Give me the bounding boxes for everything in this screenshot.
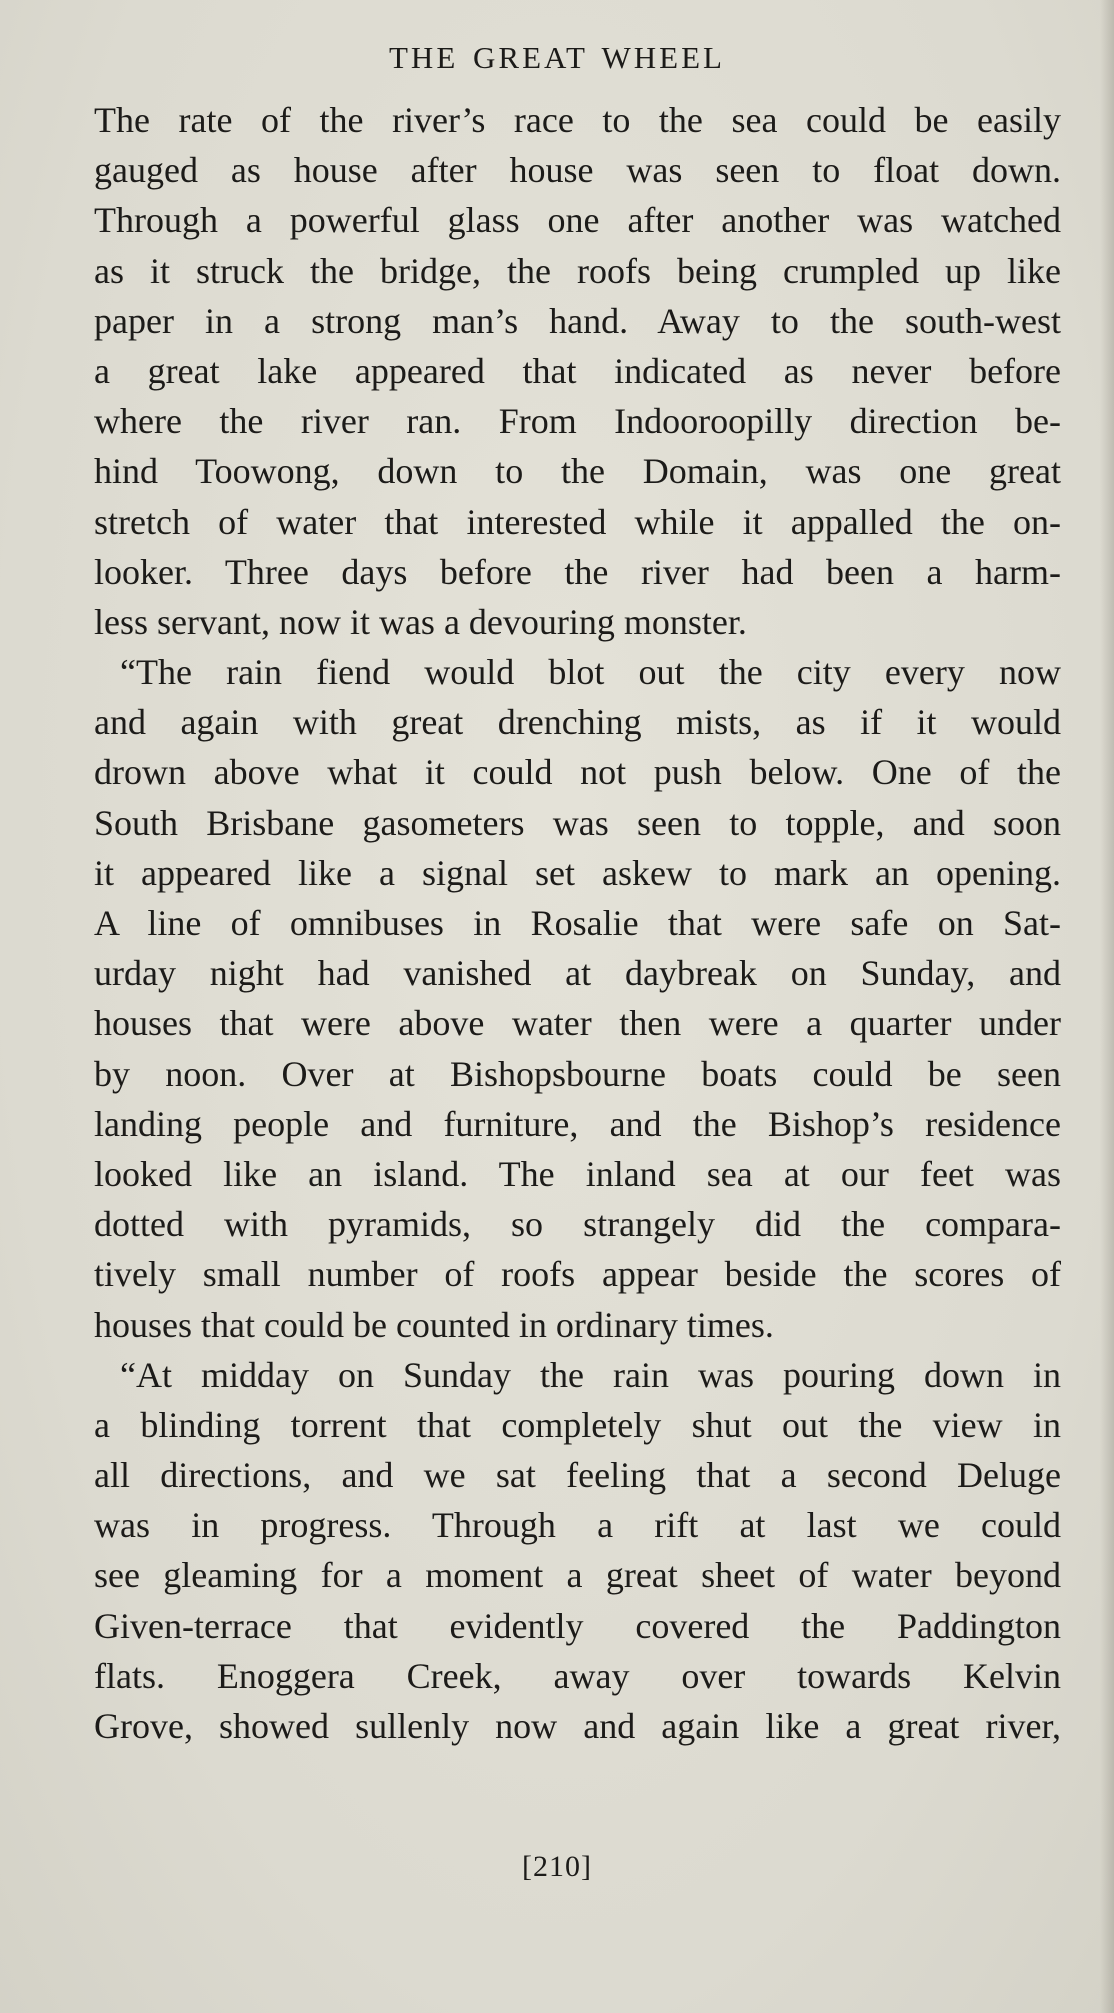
- text-line: by noon. Over at Bishopsbourne boats could be seen: [94, 1053, 1061, 1094]
- text-line: Given-terrace that evidently covered the Paddington: [94, 1605, 1061, 1646]
- text-line: Through a powerful glass one after another was watched: [94, 200, 1061, 241]
- text-line: houses that were above water then were a quarter under: [94, 1003, 1061, 1044]
- text-line: hind Toowong, down to the Domain, was one great: [94, 451, 1061, 492]
- text-line: flats. Enoggera Creek, away over towards Kelvin: [94, 1655, 1061, 1696]
- text-line: all directions, and we sat feeling that a second Deluge: [94, 1455, 1061, 1496]
- text-line: a blinding torrent that completely shut out the view in: [94, 1404, 1061, 1445]
- text-line: South Brisbane gasometers was seen to topple, and soon: [94, 802, 1061, 843]
- text-line: and again with great drenching mists, as if it would: [94, 702, 1061, 743]
- text-line: urday night had vanished at daybreak on Sunday, and: [94, 953, 1061, 994]
- text-line: The rate of the river’s race to the sea could be easily: [94, 100, 1061, 140]
- running-head: THE GREAT WHEEL: [389, 40, 725, 75]
- text-line: less servant, now it was a devouring monster.: [94, 601, 747, 642]
- text-line: drown above what it could not push below. One of the: [94, 752, 1061, 793]
- text-line: A line of omnibuses in Rosalie that were safe on Sat-: [94, 903, 1061, 943]
- text-line: see gleaming for a moment a great sheet of water beyond: [94, 1555, 1061, 1596]
- text-line: gauged as house after house was seen to float down.: [94, 150, 1061, 191]
- text-line: was in progress. Through a rift at last we could: [94, 1505, 1061, 1546]
- body-text: [94, 95, 1061, 1751]
- text-line: “At midday on Sunday the rain was pouring down in: [120, 1354, 1061, 1395]
- text-line: Grove, showed sullenly now and again like a great river,: [94, 1706, 1061, 1746]
- text-line: a great lake appeared that indicated as never before: [94, 350, 1061, 391]
- text-line: looker. Three days before the river had been a harm-: [94, 551, 1061, 592]
- text-line: it appeared like a signal set askew to mark an opening.: [94, 852, 1061, 893]
- text-line: houses that could be counted in ordinary times.: [94, 1304, 774, 1345]
- page-number: [210]: [522, 1850, 592, 1883]
- text-line: stretch of water that interested while it appalled the on-: [94, 501, 1061, 542]
- text-line: paper in a strong man’s hand. Away to the south-west: [94, 300, 1061, 341]
- page-edge-shadow: [1100, 0, 1114, 2013]
- text-line: landing people and furniture, and the Bishop’s residence: [94, 1103, 1061, 1144]
- text-line: dotted with pyramids, so strangely did the compara-: [94, 1204, 1061, 1245]
- text-line: looked like an island. The inland sea at our feet was: [94, 1153, 1061, 1194]
- text-line: “The rain fiend would blot out the city every now: [120, 652, 1061, 693]
- text-line: as it struck the bridge, the roofs being crumpled up like: [94, 250, 1061, 291]
- text-line: tively small number of roofs appear beside the scores of: [94, 1254, 1061, 1295]
- text-line: where the river ran. From Indooroopilly direction be-: [94, 401, 1061, 442]
